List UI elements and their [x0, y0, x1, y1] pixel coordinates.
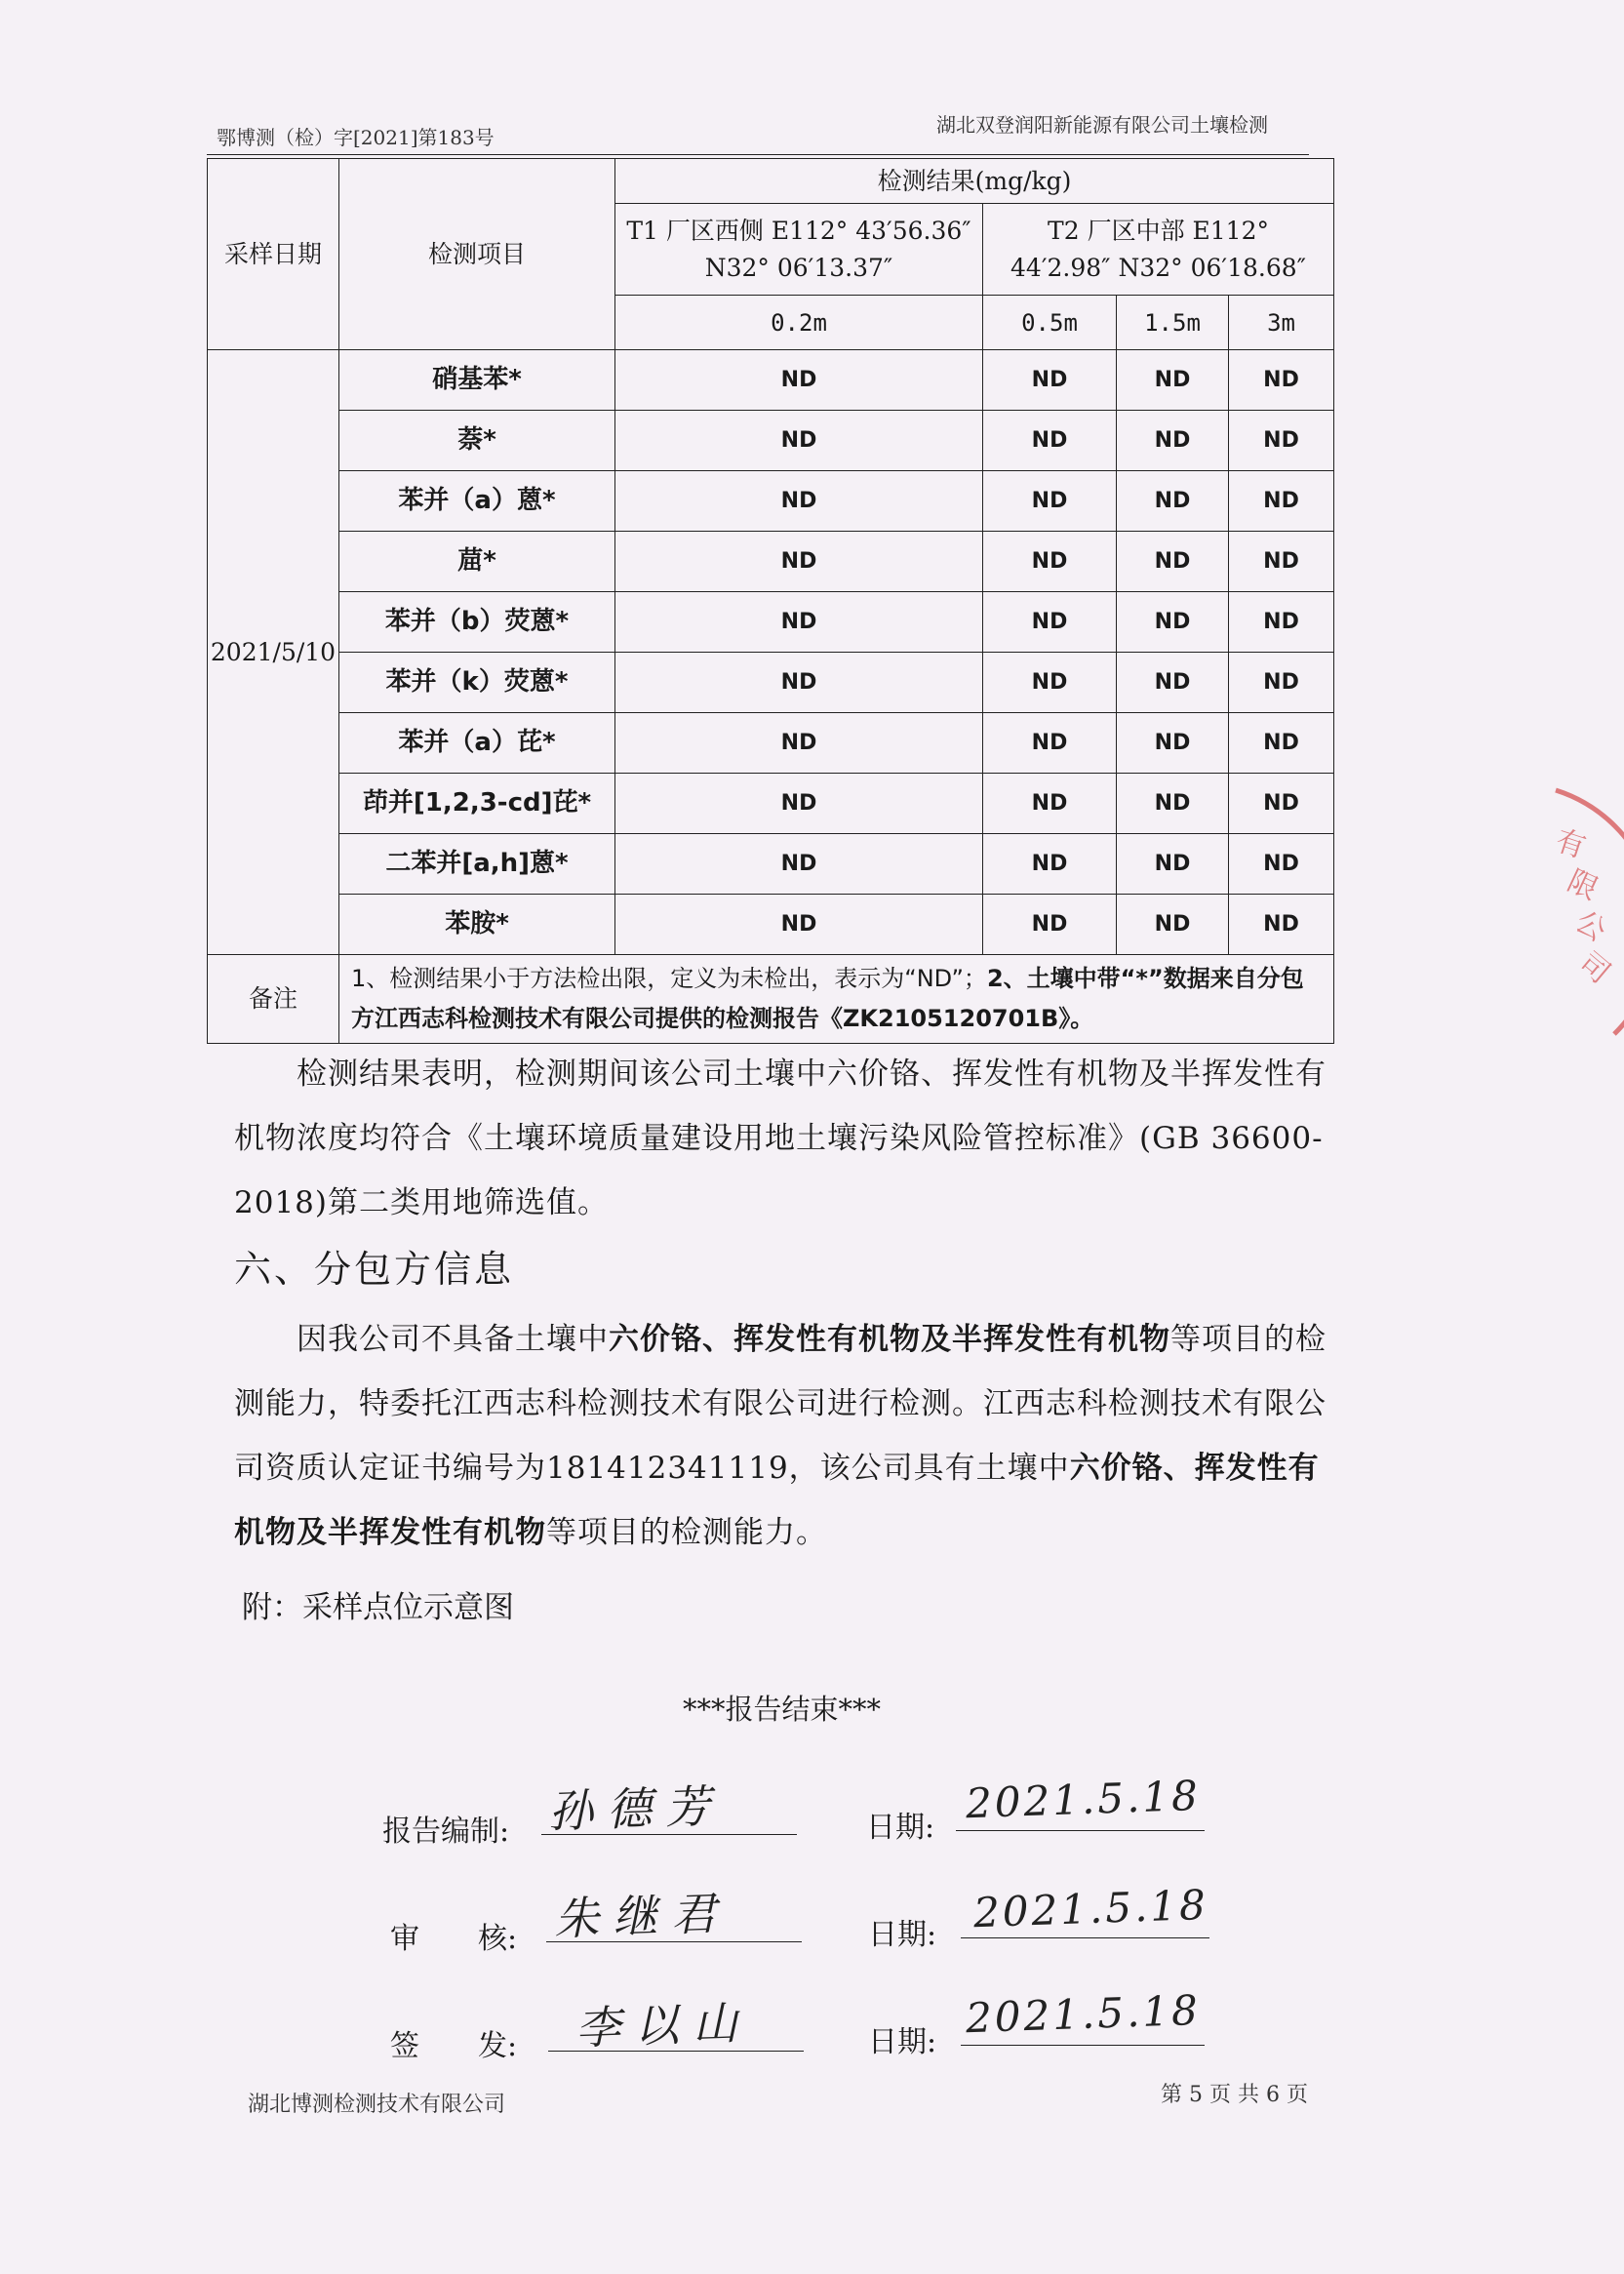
result-cell: ND	[615, 350, 983, 411]
depth-cell: 0.5m	[983, 296, 1117, 350]
subcontract-text-1: 因我公司不具备土壤中	[297, 1322, 609, 1357]
section-title: 六、分包方信息	[234, 1248, 515, 1291]
signature-prepared: 孙德芳	[547, 1778, 725, 1839]
site-t2-line2: 44′2.98″ N32° 06′18.68″	[1010, 253, 1306, 282]
result-cell: ND	[1229, 713, 1334, 774]
header-sampling-date: 采样日期	[208, 159, 339, 350]
subcontract-bold-2: 六价铬、挥发性有机物及半挥发性有机物	[234, 1451, 1320, 1550]
depth-cell: 3m	[1229, 296, 1334, 350]
result-cell: ND	[983, 411, 1117, 471]
result-cell: ND	[1229, 834, 1334, 895]
result-cell: ND	[983, 774, 1117, 834]
date-label-issued: 日期:	[868, 2025, 937, 2059]
report-number: 鄂博测（检）字[2021]第183号	[217, 126, 495, 149]
header-rule	[207, 154, 1309, 155]
table-row	[208, 895, 1334, 955]
signature-label-prepared: 报告编制:	[382, 1815, 510, 1849]
table-row	[208, 774, 1334, 834]
result-cell: ND	[615, 411, 983, 471]
svg-text:公: 公	[1568, 904, 1612, 949]
table-row	[208, 592, 1334, 653]
result-cell: ND	[615, 592, 983, 653]
test-item-cell: 硝基苯*	[339, 350, 615, 411]
table-row	[208, 471, 1334, 532]
test-item-cell: 萘*	[339, 411, 615, 471]
result-cell: ND	[1117, 653, 1229, 713]
result-cell: ND	[615, 653, 983, 713]
result-cell: ND	[983, 834, 1117, 895]
subcontract-text-3: 等项目的检测能力。	[546, 1515, 827, 1550]
table-row	[208, 350, 1334, 411]
data-rows	[208, 350, 1334, 955]
result-cell: ND	[615, 895, 983, 955]
date-issued: 2021.5.18	[965, 1985, 1202, 2043]
result-cell: ND	[983, 350, 1117, 411]
report-subject: 湖北双登润阳新能源有限公司土壤检测	[936, 113, 1268, 137]
result-cell: ND	[983, 713, 1117, 774]
test-item-cell: 苯并（b）荧蒽*	[339, 592, 615, 653]
footer-page-number: 第 5 页 共 6 页	[1161, 2083, 1308, 2107]
result-cell: ND	[983, 471, 1117, 532]
test-item-cell: 䓛*	[339, 532, 615, 592]
subcontract-paragraph	[234, 1307, 1327, 1565]
date-reviewed: 2021.5.18	[972, 1880, 1209, 1937]
test-item-cell: 苯并（a）芘*	[339, 713, 615, 774]
result-cell: ND	[1229, 350, 1334, 411]
result-cell: ND	[1229, 411, 1334, 471]
result-cell: ND	[983, 532, 1117, 592]
company-seal	[1517, 771, 1624, 1054]
test-item-cell: 二苯并[a,h]蒽*	[339, 834, 615, 895]
site-t1-line2: N32° 06′13.37″	[704, 253, 893, 282]
result-cell: ND	[1117, 592, 1229, 653]
result-cell: ND	[983, 895, 1117, 955]
result-cell: ND	[615, 713, 983, 774]
test-item-cell: 苯并（k）荧蒽*	[339, 653, 615, 713]
result-cell: ND	[983, 592, 1117, 653]
svg-text:有: 有	[1551, 823, 1590, 865]
result-cell: ND	[1229, 592, 1334, 653]
table-row	[208, 713, 1334, 774]
header-site-t2	[983, 204, 1334, 296]
result-cell: ND	[1117, 471, 1229, 532]
conclusion-paragraph: 检测结果表明，检测期间该公司土壤中六价铬、挥发性有机物及半挥发性有机物浓度均符合《土壤环境质量建设用地土壤污染风险管控标准》(GB 36600-2018)第二类用地筛选值。	[234, 1057, 1327, 1220]
table-row	[208, 834, 1334, 895]
signature-reviewed: 朱继君	[553, 1886, 731, 1946]
result-cell: ND	[615, 532, 983, 592]
remark-text	[339, 955, 1334, 1044]
result-cell: ND	[1229, 895, 1334, 955]
svg-text:限: 限	[1562, 863, 1604, 907]
table-row	[208, 653, 1334, 713]
signature-label-reviewed: 审 核:	[390, 1922, 518, 1956]
result-cell: ND	[1229, 532, 1334, 592]
signature-issued: 李以山	[574, 1995, 752, 2055]
result-cell: ND	[615, 774, 983, 834]
header-test-item: 检测项目	[339, 159, 615, 350]
result-cell: ND	[1117, 834, 1229, 895]
sampling-date-cell: 2021/5/10	[208, 350, 339, 955]
result-cell: ND	[1117, 774, 1229, 834]
results-table	[207, 158, 1334, 1044]
date-prepared: 2021.5.18	[965, 1771, 1202, 1828]
result-cell: ND	[1117, 532, 1229, 592]
test-item-cell: 苯并（a）蒽*	[339, 471, 615, 532]
subcontract-bold-1: 六价铬、挥发性有机物及半挥发性有机物	[609, 1322, 1170, 1357]
remark-part1: 1、检测结果小于方法检出限，定义为未检出，表示为“ND”；	[351, 965, 987, 992]
result-cell: ND	[1229, 774, 1334, 834]
test-item-cell: 苯胺*	[339, 895, 615, 955]
appendix-note: 附：采样点位示意图	[242, 1590, 514, 1625]
header-site-t1	[615, 204, 983, 296]
svg-text:司: 司	[1571, 945, 1617, 991]
result-cell: ND	[615, 834, 983, 895]
site-t1-line1: T1 厂区西侧 E112° 43′56.36″	[626, 217, 971, 245]
remark-label: 备注	[208, 955, 339, 1044]
result-cell: ND	[615, 471, 983, 532]
test-item-cell: 茚并[1,2,3-cd]芘*	[339, 774, 615, 834]
depth-cell: 1.5m	[1117, 296, 1229, 350]
table-row	[208, 411, 1334, 471]
footer-company: 湖北博测检测技术有限公司	[248, 2093, 506, 2117]
result-cell: ND	[1117, 411, 1229, 471]
result-cell: ND	[1229, 471, 1334, 532]
result-cell: ND	[1117, 895, 1229, 955]
depth-cell: 0.2m	[615, 296, 983, 350]
signature-label-issued: 签 发:	[390, 2029, 518, 2063]
report-end-mark: ***报告结束***	[683, 1693, 882, 1726]
result-cell: ND	[983, 653, 1117, 713]
header-results-unit: 检测结果(mg/kg)	[615, 159, 1334, 204]
site-t2-line1: T2 厂区中部 E112°	[1048, 217, 1269, 245]
date-label-prepared: 日期:	[866, 1811, 935, 1845]
date-label-reviewed: 日期:	[868, 1918, 937, 1952]
subcontract-text-2: 等项目的检测能力，特委托江西志科检测技术有限公司进行检测。江西志科检测技术有限公司资质认定证书编号为181412341119，该公司具有土壤中	[234, 1322, 1327, 1486]
result-cell: ND	[1117, 350, 1229, 411]
result-cell: ND	[1229, 653, 1334, 713]
result-cell: ND	[1117, 713, 1229, 774]
remark-part2: 2、土壤中带“*”数据来自分包方江西志科检测技术有限公司提供的检测报告《ZK2105120701B》。	[351, 965, 1304, 1032]
table-row	[208, 532, 1334, 592]
